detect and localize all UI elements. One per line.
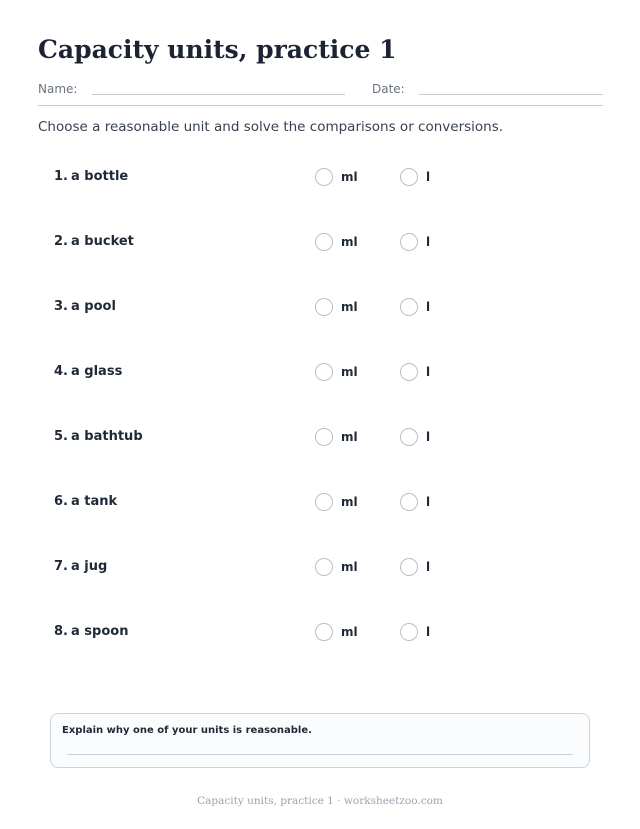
question-item (0, 165, 640, 191)
radio-circle-icon[interactable] (315, 493, 333, 511)
option-label: ml (341, 560, 358, 574)
option-l[interactable] (400, 426, 430, 448)
option-label: l (426, 430, 431, 444)
question-item (0, 230, 640, 256)
option-label: l (426, 365, 431, 379)
explain-prompt: Explain why one of your units is reasonable. (62, 725, 312, 736)
radio-circle-icon[interactable] (315, 558, 333, 576)
option-ml[interactable] (315, 556, 358, 578)
option-label: l (426, 170, 431, 184)
option-l[interactable] (400, 231, 430, 253)
option-label: l (426, 560, 431, 574)
question-item (0, 360, 640, 386)
footer: Capacity units, practice 1 · worksheetzoo.com (197, 795, 443, 807)
name-date-row (38, 80, 603, 108)
option-ml[interactable] (315, 621, 358, 643)
radio-circle-icon[interactable] (400, 623, 418, 641)
question-item (0, 295, 640, 321)
instructions: Choose a reasonable unit and solve the comparisons or conversions. (38, 119, 504, 135)
question-item (0, 425, 640, 451)
option-label: ml (341, 495, 358, 509)
question-text: a spoon (71, 624, 129, 639)
option-label: l (426, 495, 431, 509)
option-ml[interactable] (315, 166, 358, 188)
radio-circle-icon[interactable] (400, 168, 418, 186)
question-number: 6. (54, 494, 68, 509)
question-text: a tank (71, 494, 118, 509)
question-text: a bottle (71, 169, 129, 184)
option-label: ml (341, 430, 358, 444)
radio-circle-icon[interactable] (400, 363, 418, 381)
question-number: 5. (54, 429, 68, 444)
option-label: l (426, 625, 431, 639)
question-item (0, 620, 640, 646)
option-label: ml (341, 625, 358, 639)
radio-circle-icon[interactable] (315, 298, 333, 316)
question-number: 2. (54, 234, 68, 249)
question-number: 1. (54, 169, 68, 184)
option-l[interactable] (400, 166, 430, 188)
option-l[interactable] (400, 361, 430, 383)
radio-circle-icon[interactable] (315, 428, 333, 446)
option-ml[interactable] (315, 491, 358, 513)
radio-circle-icon[interactable] (315, 623, 333, 641)
question-text: a pool (71, 299, 116, 314)
explain-box (50, 713, 590, 768)
question-item (0, 490, 640, 516)
question-item (0, 555, 640, 581)
option-l[interactable] (400, 556, 430, 578)
question-number: 8. (54, 624, 68, 639)
option-label: ml (341, 365, 358, 379)
name-input-line[interactable] (92, 94, 345, 95)
option-label: ml (341, 170, 358, 184)
question-number: 3. (54, 299, 68, 314)
option-ml[interactable] (315, 231, 358, 253)
question-text: a bucket (71, 234, 134, 249)
option-ml[interactable] (315, 426, 358, 448)
option-l[interactable] (400, 296, 430, 318)
option-ml[interactable] (315, 296, 358, 318)
option-label: l (426, 300, 431, 314)
radio-circle-icon[interactable] (400, 298, 418, 316)
question-number: 7. (54, 559, 68, 574)
option-label: l (426, 235, 431, 249)
radio-circle-icon[interactable] (315, 233, 333, 251)
radio-circle-icon[interactable] (400, 233, 418, 251)
radio-circle-icon[interactable] (400, 558, 418, 576)
question-text: a bathtub (71, 429, 143, 444)
radio-circle-icon[interactable] (400, 428, 418, 446)
date-input-line[interactable] (419, 94, 603, 95)
question-text: a jug (71, 559, 108, 574)
header-divider (38, 105, 603, 106)
option-l[interactable] (400, 621, 430, 643)
question-number: 4. (54, 364, 68, 379)
explain-answer-line[interactable] (67, 754, 573, 755)
option-label: ml (341, 235, 358, 249)
radio-circle-icon[interactable] (315, 363, 333, 381)
question-text: a glass (71, 364, 123, 379)
option-label: ml (341, 300, 358, 314)
radio-circle-icon[interactable] (315, 168, 333, 186)
worksheet-title: Capacity units, practice 1 (38, 35, 397, 64)
name-label: Name: (38, 82, 78, 96)
option-l[interactable] (400, 491, 430, 513)
radio-circle-icon[interactable] (400, 493, 418, 511)
option-ml[interactable] (315, 361, 358, 383)
date-label: Date: (372, 82, 405, 96)
